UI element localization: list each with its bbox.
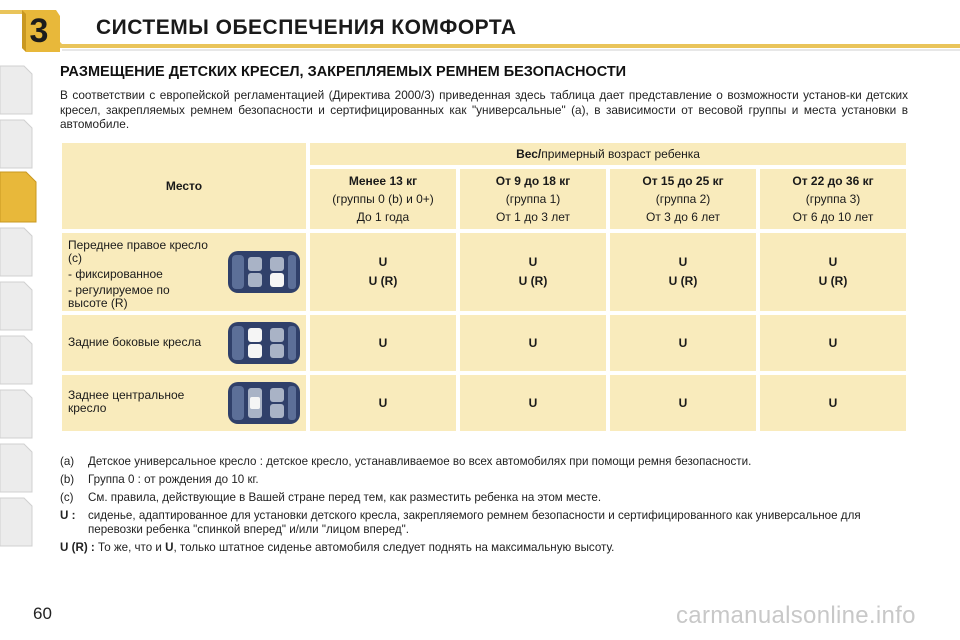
value-ur: U (R) (368, 274, 398, 288)
chapter-number: 3 (29, 11, 49, 50)
footnote (60, 509, 908, 537)
footnote-key: (a) (60, 455, 75, 468)
place-rear-side (62, 315, 306, 371)
chapter-badge (18, 8, 60, 54)
group-header (460, 169, 606, 229)
cell-value: U (610, 375, 756, 431)
value-u: U (828, 255, 838, 269)
group-weight: От 22 до 36 кг (792, 174, 874, 188)
sidebar-tab-4[interactable] (0, 228, 32, 276)
group-weight: От 15 до 25 кг (642, 174, 724, 188)
place-rear-center (62, 375, 306, 431)
sidebar-tab-6[interactable] (0, 336, 32, 384)
car-seat-diagram-icon (226, 247, 302, 297)
footnotes (60, 455, 908, 559)
group-header (760, 169, 906, 229)
place-name: Заднее центральное кресло (68, 388, 185, 415)
footnote (60, 491, 908, 505)
group-age: От 6 до 10 лет (792, 210, 874, 224)
cell-value (610, 233, 756, 311)
intro-text: В соответствии с европейской регламентацией (Директива 2000/3) приведенная здесь таблица дает представление о возможности установ-ки детских кресел, закрепляемых ремнем безопасности и сертифицированных как "универсальные" (a), в зависимости от весовой группы и места установки в автомобиле. (60, 88, 908, 131)
sidebar-tab-1[interactable] (0, 66, 32, 114)
place-sub-adjustable: - регулируемое по высоте (R) (68, 283, 170, 310)
sidebar-tab-2[interactable] (0, 120, 32, 168)
group-age: До 1 года (356, 210, 410, 224)
value-u: U (378, 255, 388, 269)
footnote-key: U (R) : (60, 541, 95, 554)
group-label: (группа 2) (655, 192, 711, 206)
sidebar-tab-9[interactable] (0, 498, 32, 546)
place-front-right (62, 233, 306, 311)
chapter-title: СИСТЕМЫ ОБЕСПЕЧЕНИЯ КОМФОРТА (96, 16, 517, 39)
footnote-key: (c) (60, 491, 74, 504)
weight-header (310, 143, 906, 165)
child-seat-table (58, 139, 910, 435)
sidebar-tab-5[interactable] (0, 282, 32, 330)
car-seat-diagram-icon (226, 318, 302, 368)
group-age: От 1 до 3 лет (496, 210, 570, 224)
sidebar-tab-8[interactable] (0, 444, 32, 492)
section-title: РАЗМЕЩЕНИЕ ДЕТСКИХ КРЕСЕЛ, ЗАКРЕПЛЯЕМЫХ РЕМНЕМ БЕЗОПАСНОСТИ (60, 64, 627, 80)
value-ur: U (R) (518, 274, 548, 288)
watermark: carmanualsonline.info (676, 602, 916, 629)
group-weight: Менее 13 кг (348, 174, 418, 188)
footnote-text: сиденье, адаптированное для установки детского кресла, закрепляемого ремнем безопасности и сертифицированного как универсальное для перевозки ребенка "спинкой вперед" и/или "лицом вперед". (88, 509, 861, 536)
footnote-text: Детское универсальное кресло : детское кресло, устанавливаемое во всех автомобилях при помощи ремня безопасности. (88, 455, 752, 468)
place-sub-fixed: - фиксированное (68, 267, 163, 281)
place-name: Задние боковые кресла (68, 335, 202, 349)
cell-value: U (760, 375, 906, 431)
footnote-key: U : (60, 509, 76, 522)
group-header (310, 169, 456, 229)
sidebar-tab-7[interactable] (0, 390, 32, 438)
group-label: (группа 3) (805, 192, 861, 206)
footnote (60, 455, 908, 469)
group-weight: От 9 до 18 кг (495, 174, 571, 188)
value-ur: U (R) (818, 274, 848, 288)
footnote-text: Группа 0 : от рождения до 10 кг. (88, 473, 259, 486)
footnote-key: (b) (60, 473, 75, 486)
cell-value: U (310, 375, 456, 431)
cell-value: U (460, 375, 606, 431)
cell-value (310, 233, 456, 311)
place-header: Место (62, 143, 306, 229)
group-label: (группа 1) (505, 192, 561, 206)
cell-value (460, 233, 606, 311)
footnote-text: То же, что и (98, 541, 166, 554)
place-label (68, 239, 218, 310)
header (0, 0, 960, 58)
cell-value: U (760, 315, 906, 371)
value-u: U (678, 255, 688, 269)
value-u: U (528, 255, 538, 269)
footnote-bold: U (165, 541, 174, 554)
footnote-text: , только штатное сиденье автомобиля следует поднять на максимальную высоту. (173, 541, 615, 554)
footnote (60, 541, 908, 555)
weight-header-rest: примерный возраст ребенка (541, 147, 700, 161)
cell-value (760, 233, 906, 311)
value-ur: U (R) (668, 274, 698, 288)
page-number: 60 (33, 604, 52, 623)
footnote (60, 473, 908, 487)
cell-value: U (610, 315, 756, 371)
cell-value: U (460, 315, 606, 371)
footnote-text: См. правила, действующие в Вашей стране перед тем, как разместить ребенка на этом месте. (88, 491, 602, 504)
weight-header-bold: Вес/ (516, 147, 542, 161)
place-name: Переднее правое кресло (c) (68, 238, 208, 265)
car-seat-diagram-icon (226, 378, 302, 428)
group-header (610, 169, 756, 229)
sidebar-tabs (0, 62, 40, 582)
group-age: От 3 до 6 лет (646, 210, 720, 224)
cell-value: U (310, 315, 456, 371)
group-label: (группы 0 (b) и 0+) (332, 192, 434, 206)
sidebar-tab-active[interactable] (0, 172, 36, 222)
